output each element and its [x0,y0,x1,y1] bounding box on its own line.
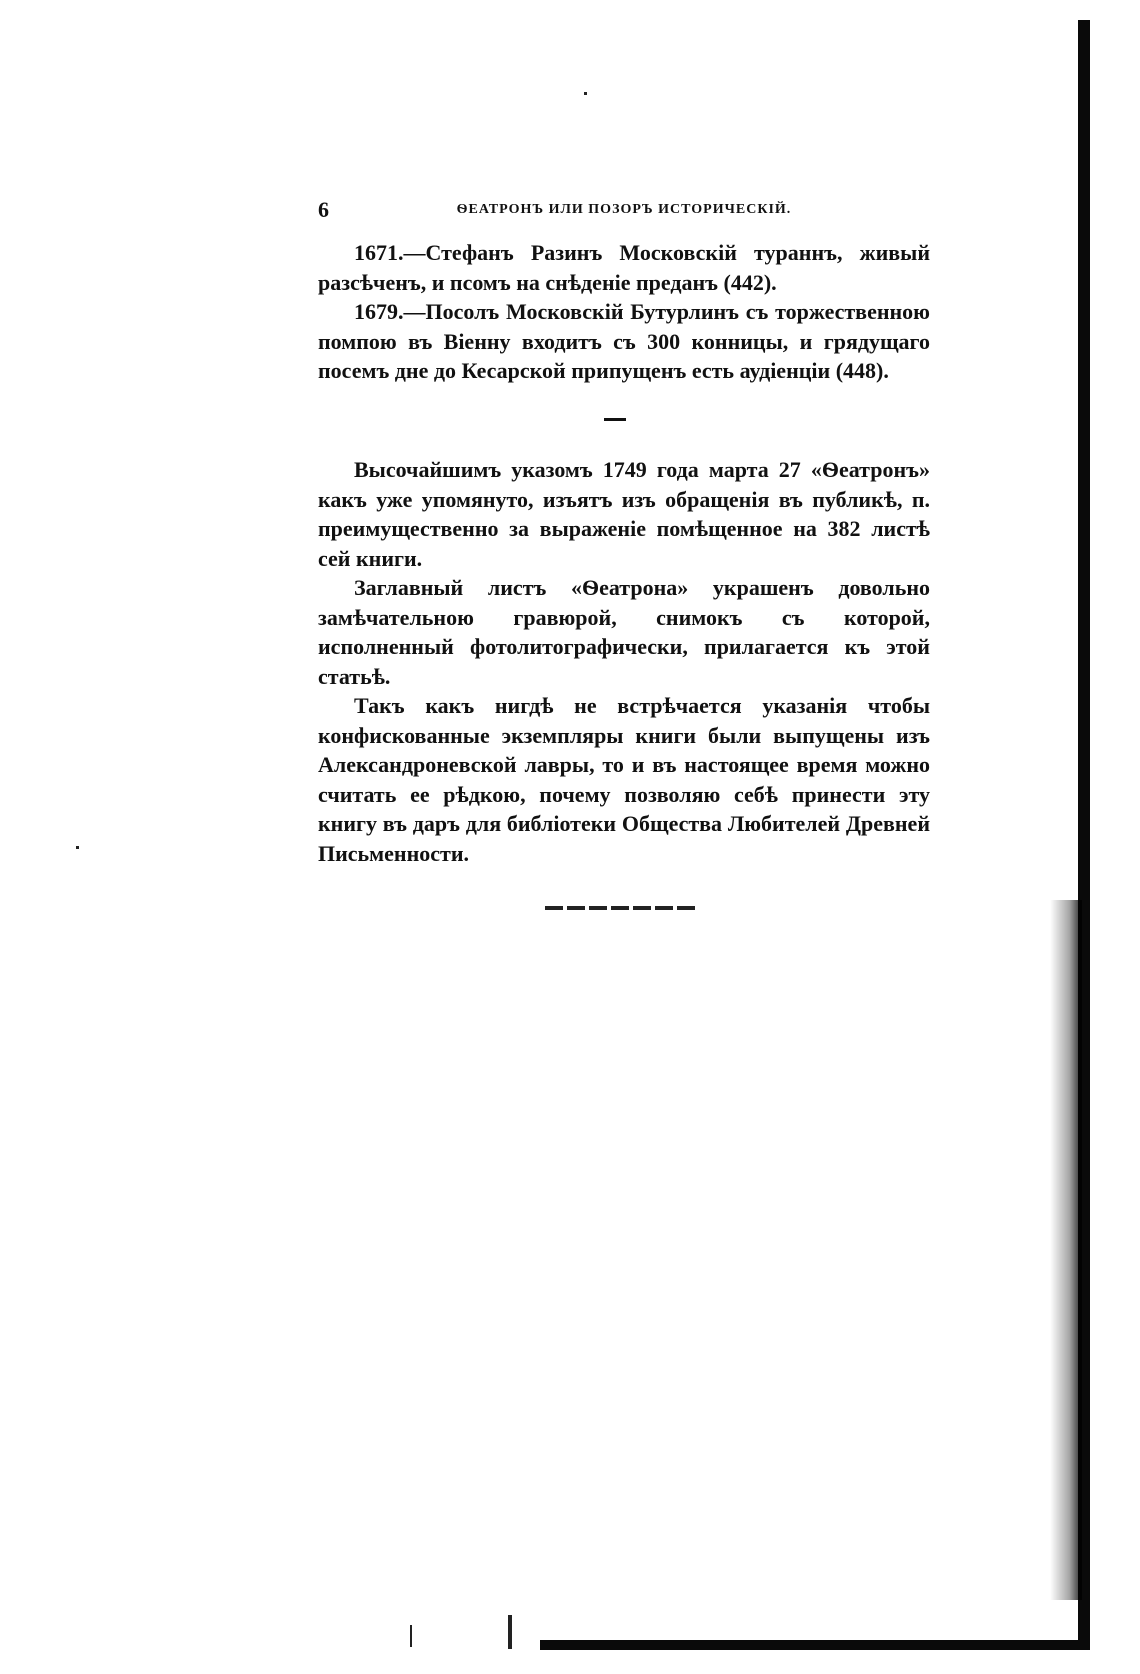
page-header [318,198,930,222]
scan-speck [584,92,587,95]
end-rule [545,906,695,910]
page-bottom-edge [540,1640,1080,1650]
body-paragraph: Заглавный листъ «Ѳеатрона» украшенъ довольно замѣчательною гравюрой, снимокъ съ которой, исполненный фотолитографически, прилагается къ этой статьѣ. [318,575,930,689]
chronicle-entry: 1679.—Посолъ Московскій Бутурлинъ съ торжественною помпою въ Віенну входитъ съ 300 конницы, и грядущаго посемъ дне до Кесарской припущенъ есть аудіенціи (448). [318,299,930,383]
scan-speck [76,846,79,849]
scan-speck [410,1625,412,1647]
binding-shadow [1050,900,1082,1600]
body-paragraph: Такъ какъ нигдѣ не встрѣчается указанія чтобы конфискованные экземпляры книги были выпущены изъ Александроневской лавры, то и въ настоящее время можно считать ее рѣдкою, почему позволяю себѣ принести эту книгу въ даръ для библіотеки Общества Любителей Древней Письменности. [318,693,930,866]
commentary-text [318,455,930,868]
chronicle-entries [318,238,930,386]
running-title: ѲЕАТРОНЪ ИЛИ ПОЗОРЪ ИСТОРИЧЕСКІЙ. [456,202,792,217]
page-number: 6 [318,197,329,222]
chronicle-entry: 1671.—Стефанъ Разинъ Московскій тураннъ, живый разсѣченъ, и псомъ на снѣденіе преданъ (442). [318,240,930,295]
scan-speck [508,1615,512,1649]
body-paragraph: Высочайшимъ указомъ 1749 года марта 27 «Ѳеатронъ» какъ уже упомянуто, изъятъ изъ обращенія въ публикѣ, п. преимущественно за выраженіе помѣщенное на 382 листѣ сей книги. [318,457,930,571]
section-divider [604,418,626,421]
